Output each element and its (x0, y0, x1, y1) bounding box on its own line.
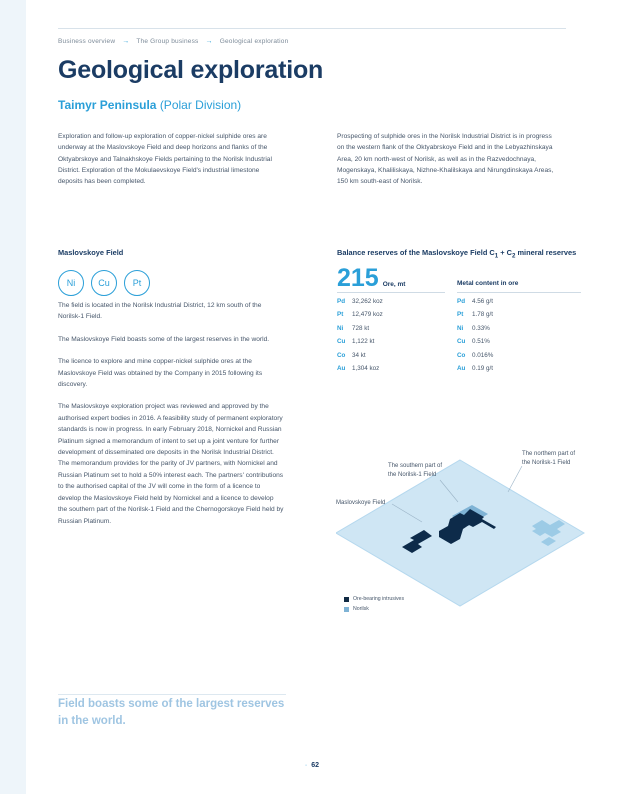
ore-value-cu: 1,122 kt (352, 338, 375, 346)
body-paragraph-0: The field is located in the Norilsk Industrial District, 12 km south of the Norilsk-1 Field. (58, 302, 262, 321)
balance-label-sub1: 1 (494, 252, 499, 260)
list-item (457, 338, 581, 345)
map-label-maslovskoye-field: Maslovskoye Field (336, 500, 386, 506)
balance-label-sub2: 2 (511, 252, 516, 260)
ore-symbol-cu: Cu (337, 338, 346, 346)
page-title: Geological exploration (58, 56, 324, 84)
metal-value-co: 0.016% (472, 351, 494, 359)
ore-reserves-list (337, 298, 447, 378)
legend-swatch-icon (344, 607, 349, 612)
body-paragraph-2: The licence to explore and mine copper-nickel sulphide ores at the Maslovskoye Field was obtained by the Company in 2015 following its discovery. (58, 358, 263, 389)
metal-content-list (457, 298, 581, 378)
metal-symbol-pd: Pd (457, 298, 466, 305)
ore-column-divider (337, 292, 445, 293)
metal-symbol-au: Au (457, 364, 466, 372)
breadcrumb-arrow-icon: → (205, 38, 213, 45)
ore-value-pd: 32,262 koz (352, 298, 383, 305)
metal-value-pt: 1.78 g/t (472, 311, 494, 319)
section-label-maslovskoye-field: Maslovskoye Field (58, 248, 124, 257)
ore-value-pt: 12,479 koz (352, 311, 383, 319)
metal-symbol-cu: Cu (457, 338, 466, 346)
intro-paragraph-right: Prospecting of sulphide ores in the Norilsk Industrial District is in progress on the western flank of the Oktyabrskoye Field and in the Lebyazhinskaya Area, 20 km north-west of Norilsk, as well as in the Razvedochnaya, Mogenskaya, Khaliliskaya, Nizhne-Khalilskaya and Nirungdinskaya Areas, 150 km south-east of Norilsk. (337, 133, 554, 186)
leader-line-north (508, 466, 522, 492)
balance-label-part1: Balance reserves of the Maslovskoye Field C (337, 248, 495, 257)
list-item (457, 325, 581, 332)
ore-symbol-ni: Ni (337, 324, 344, 332)
breadcrumb (58, 38, 288, 45)
list-item (337, 325, 447, 332)
legend-label-norilsk: Norilsk (353, 606, 369, 612)
footer-dot-icon: · (304, 762, 308, 769)
metal-column-divider (457, 292, 581, 293)
ore-total-unit: Ore, mt (382, 281, 406, 288)
list-item (337, 352, 447, 359)
page-content (58, 0, 577, 794)
ore-value-au: 1,304 koz (352, 364, 380, 372)
ore-total-value: 215 (337, 264, 379, 292)
page-subtitle-bold: Taimyr Peninsula (58, 98, 160, 112)
page-subtitle-light: (Polar Division) (159, 98, 242, 112)
breadcrumb-item-1[interactable]: The Group business (136, 38, 199, 45)
page-footer (58, 762, 566, 769)
intro-paragraph-left: Exploration and follow-up exploration of copper-nickel sulphide ores are underway at the Maslovskoye Field and deep horizons and flanks of the Oktyabrskoye and Talnakhskoye Fields pertaining to the Norilsk Industrial District. Exploration of the Mokulaevskoye Field's industrial limestone deposits has been completed. (58, 133, 272, 186)
list-item (457, 352, 581, 359)
breadcrumb-item-0[interactable]: Business overview (58, 38, 116, 45)
map-legend-item-intrusives (344, 596, 404, 602)
list-item (457, 298, 581, 305)
pullquote-divider (58, 694, 286, 695)
metal-symbol-co: Co (457, 351, 466, 359)
legend-swatch-icon (344, 597, 349, 602)
ore-symbol-pd: Pd (337, 298, 346, 305)
map-illustration (336, 430, 586, 650)
list-item (337, 311, 447, 318)
list-item (337, 365, 447, 372)
element-badges (58, 270, 150, 296)
ore-value-co: 34 kt (352, 351, 366, 359)
element-badge-ni: Ni (58, 270, 84, 296)
breadcrumb-item-2[interactable]: Geological exploration (219, 38, 289, 45)
section-label-balance-reserves (337, 248, 587, 259)
pullquote: Field boasts some of the largest reserves in the world. (58, 698, 285, 727)
metal-value-pd: 4.56 g/t (472, 298, 494, 305)
map-legend-item-norilsk (344, 606, 369, 612)
list-item (457, 365, 581, 372)
page-number: 62 (311, 762, 320, 769)
ore-symbol-co: Co (337, 351, 346, 359)
metal-value-ni: 0.33% (472, 324, 490, 332)
breadcrumb-arrow-icon: → (122, 38, 130, 45)
metal-value-cu: 0.51% (472, 338, 490, 346)
map-label-southern-part: The southern part of the Norilsk-1 Field (388, 463, 443, 478)
legend-label-intrusives: Ore-bearing intrusives (353, 596, 405, 602)
list-item (337, 298, 447, 305)
balance-label-plus: + C (498, 248, 512, 257)
header-divider (58, 28, 566, 29)
metal-content-header: Metal content in ore (457, 280, 519, 287)
left-body-column (58, 300, 284, 538)
ore-symbol-pt: Pt (337, 311, 344, 319)
ore-value-ni: 728 kt (352, 324, 370, 332)
list-item (457, 311, 581, 318)
metal-symbol-ni: Ni (457, 324, 464, 332)
page-edge-accent-bar (0, 0, 26, 794)
metal-value-au: 0.19 g/t (472, 364, 494, 372)
metal-symbol-pt: Pt (457, 311, 464, 319)
list-item (337, 338, 447, 345)
body-paragraph-1: The Maslovskoye Field boasts some of the largest reserves in the world. (58, 335, 270, 343)
balance-label-part2: mineral reserves (515, 248, 577, 257)
body-paragraph-3: The Maslovskoye exploration project was reviewed and approved by the authorised expert bodies in 2016. A feasibility study of permanent exploratory standards is now in progress. In early February 2018, Nornickel and Russian Platinum signed a memorandum of intent to set up a joint venture for further development of disseminated ore deposits in the Norilsk Industrial District. The memorandum provides for the parity of JV partners, with Nornickel and Russian Platinum set to hold a 50% interest each. The partners' contributions to the authorised capital of the JV will come in the form of a licence to develop the Maslovskoye Field held by Nornickel and a licence to develop the southern part of the Norilsk-1 Field and the Chernogorskoye Field held by Russian Platinum. (58, 403, 284, 525)
element-badge-cu: Cu (91, 270, 117, 296)
element-badge-pt: Pt (124, 270, 150, 296)
page-subtitle (58, 98, 241, 112)
ore-total-figure (337, 266, 405, 290)
ore-symbol-au: Au (337, 364, 346, 372)
map-label-northern-part: The northern part of the Norilsk-1 Field (522, 451, 576, 466)
